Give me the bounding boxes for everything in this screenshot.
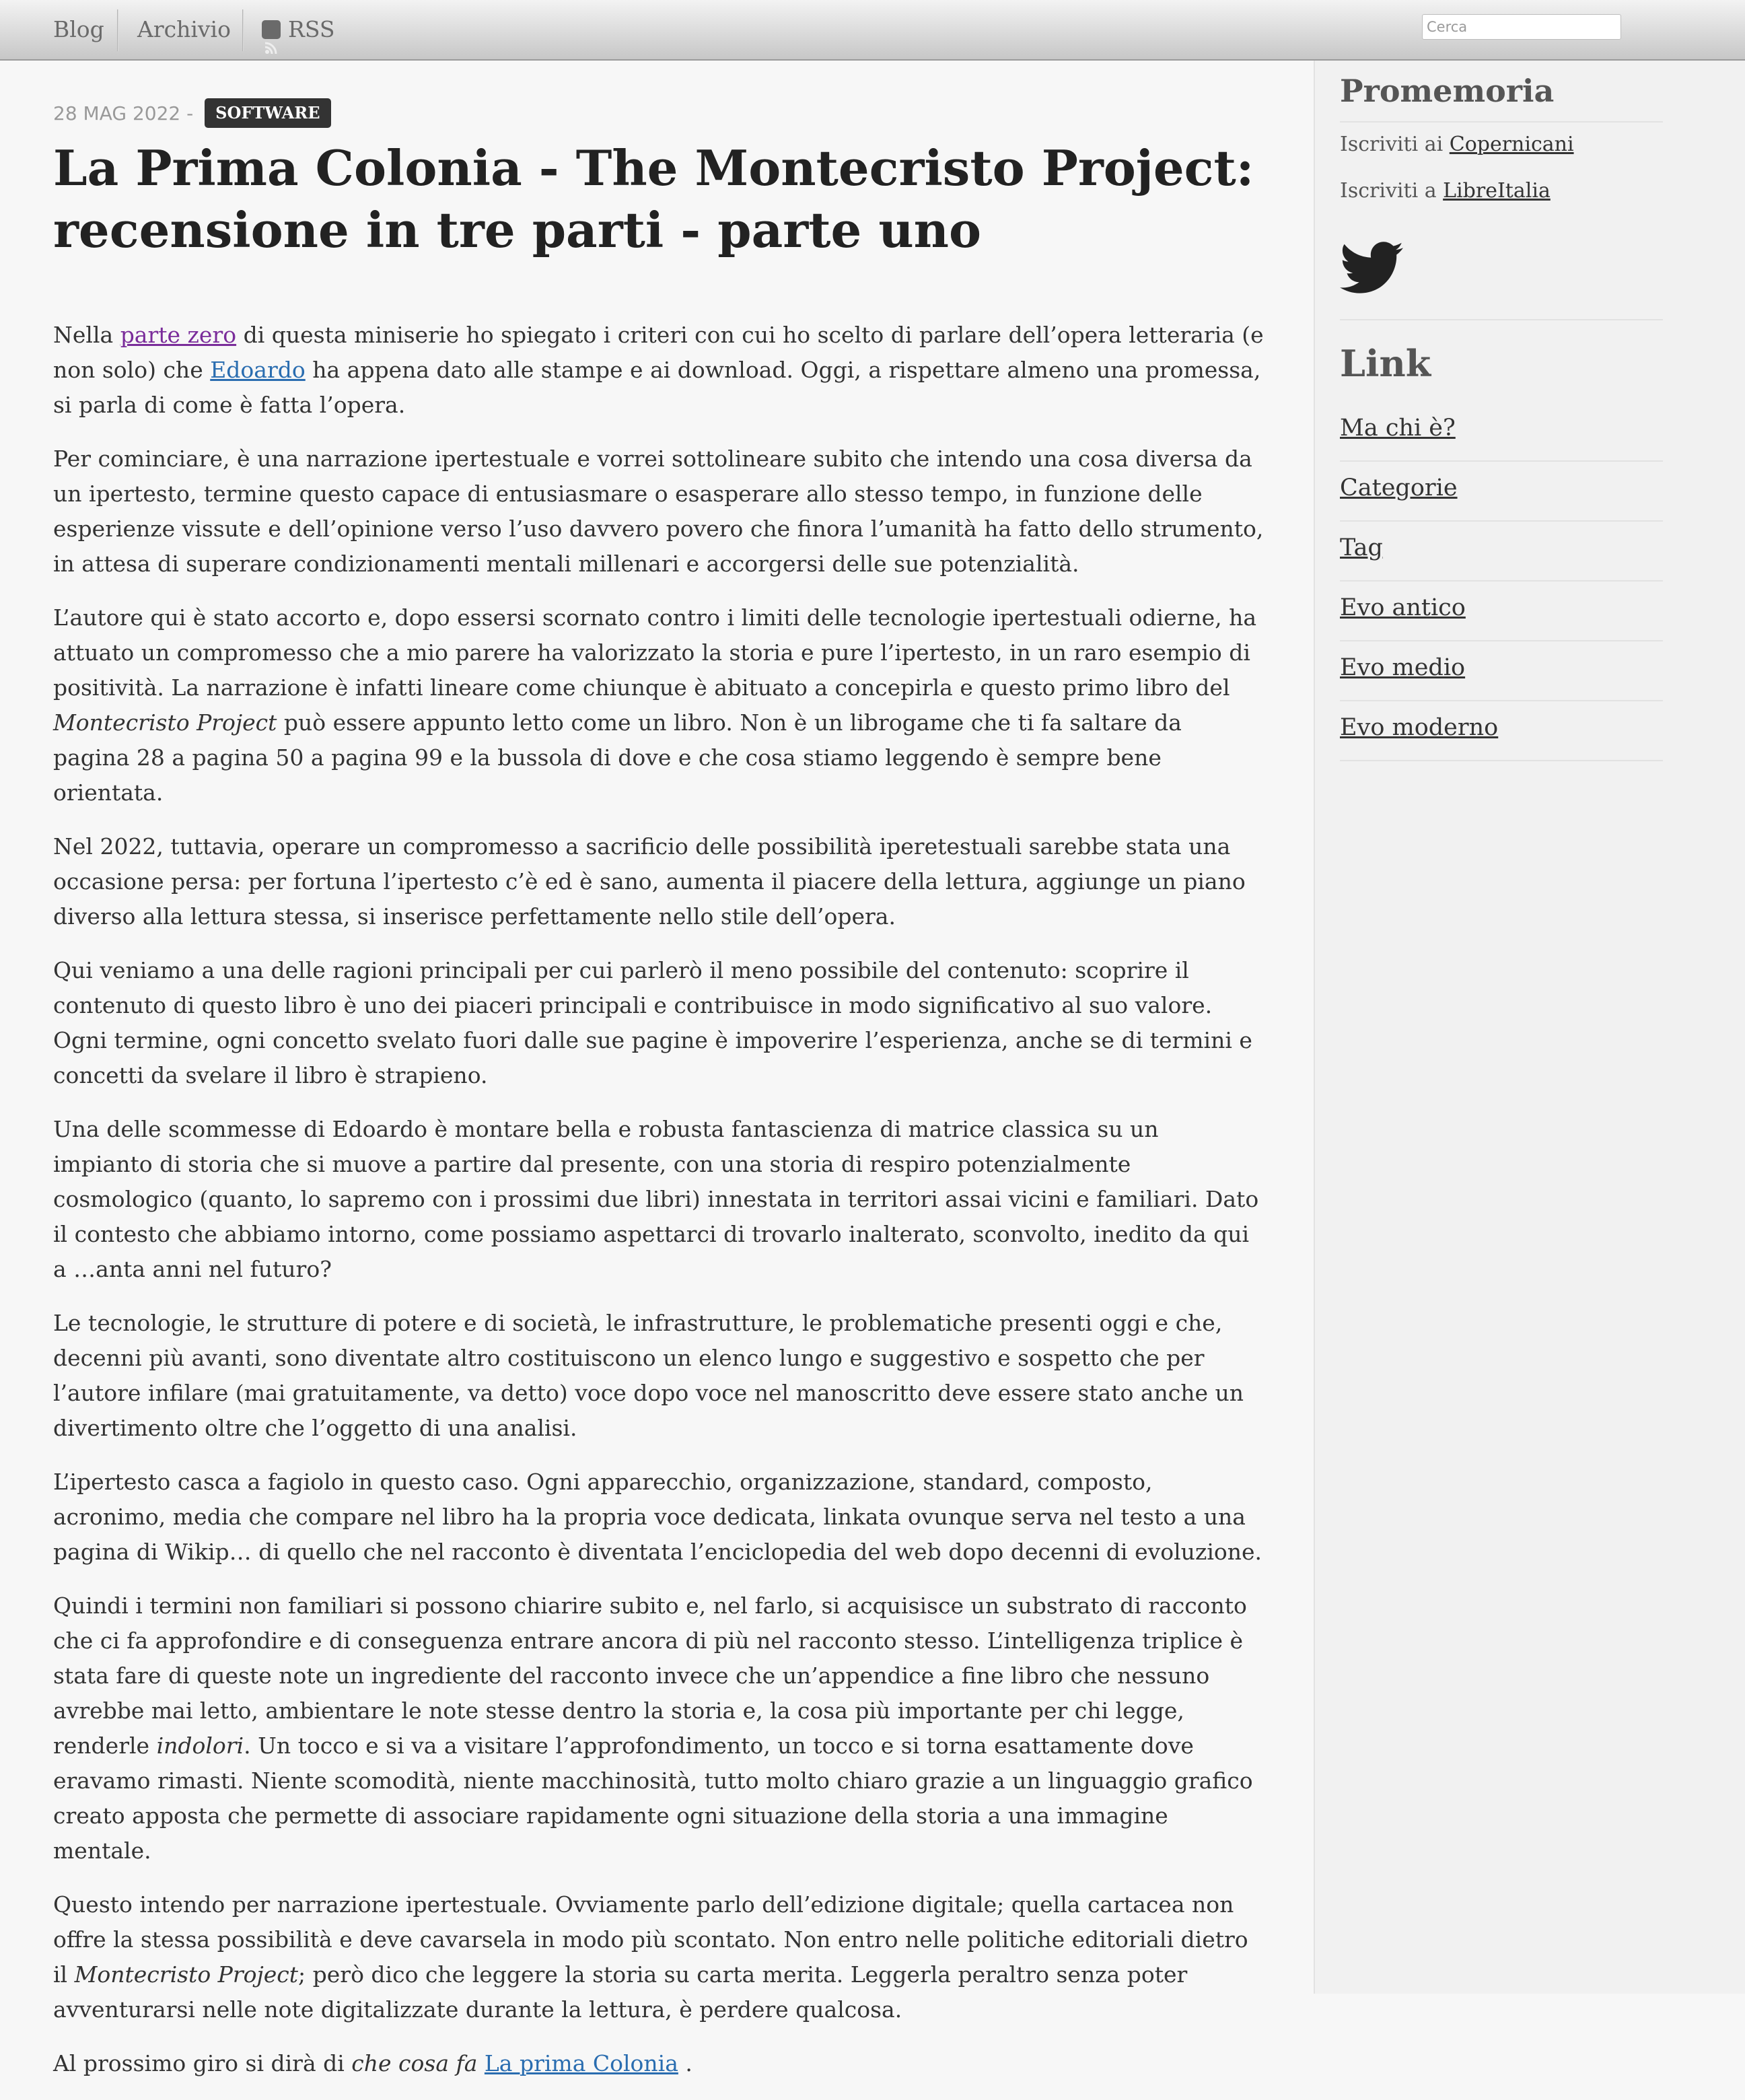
search-input[interactable] — [1422, 14, 1621, 40]
paragraph: Qui veniamo a una delle ragioni principali per cui parlerò il meno possibile del contenuto: scoprire il contenuto di questo libro è uno dei piaceri principali e contribuisce in modo significativo al suo valore. Ogni termine, ogni concetto svelato fuori dalle sue pagine è impoverire l’esperienza, anche se di termini e concetti da svelare il libro è strapieno. — [53, 957, 1252, 1088]
twitter-bird-icon[interactable] — [1340, 241, 1403, 295]
sidebar-link-ma-chi-e[interactable]: Ma chi è? — [1340, 415, 1456, 442]
text: Al prossimo giro si dirà di — [53, 2050, 352, 2076]
paragraph: Nel 2022, tuttavia, operare un compromesso a sacrificio delle possibilità iperetestuali sarebbe stata una occasione persa: per fortuna l’ipertesto c’è ed è sano, aumenta il piacere della lettura, aggiunge un piano diverso alla lettura stessa, si inserisce perfettamente nello stile dell’opera. — [53, 833, 1246, 930]
parte-zero-link[interactable]: parte zero — [120, 322, 237, 348]
subscribe-copernicani — [1340, 133, 1574, 156]
nav-archive-link[interactable]: Archivio — [137, 16, 231, 42]
paragraph — [53, 318, 1265, 423]
post-date: 28 MAG 2022 - — [53, 102, 194, 125]
paragraph — [53, 1588, 1265, 1868]
emphasis: indolori — [156, 1733, 244, 1759]
nav-rss-link[interactable] — [261, 0, 335, 59]
sidebar-divider — [1340, 760, 1663, 761]
nav-separator — [242, 9, 244, 51]
text: Questo intendo per narrazione ipertestuale. Ovviamente parlo dell’edizione digitale; quella cartacea non offre la stessa possibilità e deve cavarsela in modo più scontato. Non entro nelle politiche editoriali dietro il — [53, 1891, 1248, 1988]
text: . Un tocco e si va a visitare l’approfondimento, un tocco e si torna esattamente dove eravamo rimasti. Niente scomodità, niente macchinosità, tutto molto chiaro grazie a un linguaggio grafico creato apposta che permette di associare rapidamente ogni situazione della storia a una immagine mentale. — [53, 1733, 1253, 1864]
post-body — [53, 318, 1265, 2100]
la-prima-colonia-link[interactable]: La prima Colonia — [484, 2050, 678, 2076]
text — [477, 2050, 485, 2076]
sidebar-divider — [1340, 460, 1663, 462]
rss-icon — [262, 20, 281, 39]
post-title: La Prima Colonia - The Montecristo Project: recensione in tre parti - parte uno — [53, 139, 1254, 258]
subscribe-libreitalia — [1340, 179, 1551, 203]
emphasis: che cosa fa — [351, 2050, 478, 2076]
text: ; però dico che leggere la storia su carta merita. Leggerla peraltro senza poter avventurarsi nelle note digitalizzate durante la lettura, è perdere qualcosa. — [53, 1961, 1188, 2023]
text: Quindi i termini non familiari si possono chiarire subito e, nel farlo, si acquisisce un substrato di racconto che ci fa approfondire e di conseguenza entrare ancora di più nel racconto stesso. L’intelligenza triplice è stata fare di queste note un ingrediente del racconto invece che un’appendice a fine libro che nessuno avrebbe mai letto, ambientare le note stesse dentro la storia e, la cosa più importante per chi legge, renderle — [53, 1593, 1247, 1759]
emphasis: Montecristo Project — [53, 709, 277, 736]
sidebar-divider — [1340, 520, 1663, 522]
paragraph: Le tecnologie, le strutture di potere e di società, le infrastrutture, le problematiche presenti oggi e che, decenni più avanti, sono diventate altro costituiscono un elenco lungo e suggestivo e sospetto che per l’autore infilare (mai gratuitamente, va detto) voce dopo voce nel manoscritto deve essere stato anche un divertimento oltre che l’oggetto di una analisi. — [53, 1310, 1244, 1441]
sidebar-links-heading: Link — [1340, 342, 1431, 385]
sidebar-divider — [1340, 319, 1663, 320]
paragraph — [53, 2046, 1265, 2081]
top-navigation-bar — [0, 0, 1745, 61]
text: di questa miniserie ho spiegato i criteri con cui ho scelto di parlare dell’opera letteraria (e non solo) che — [53, 322, 1264, 383]
nav-blog-link[interactable]: Blog — [53, 16, 104, 42]
sidebar-link-categorie[interactable]: Categorie — [1340, 475, 1458, 501]
sidebar-divider — [1340, 640, 1663, 641]
text: ha appena dato alle stampe e ai download. Oggi, a rispettare almeno una promessa, si parla di come è fatta l’opera. — [53, 357, 1261, 418]
category-badge[interactable]: SOFTWARE — [205, 98, 330, 128]
sidebar-link-evo-antico[interactable]: Evo antico — [1340, 594, 1466, 621]
paragraph: Una delle scommesse di Edoardo è montare bella e robusta fantascienza di matrice classica su un impianto di storia che si muove a partire dal presente, con una storia di respiro potenzialmente cosmologico (quanto, lo sapremo con i prossimi due libri) innestata in territori assai vicini e familiari. Dato il contesto che abbiamo intorno, come possiamo aspettarci di trovarlo inalterato, sconvolto, inedito da qui a …anta anni nel futuro? — [53, 1116, 1259, 1282]
paragraph — [53, 1887, 1265, 2027]
text: . — [678, 2050, 692, 2076]
paragraph — [53, 600, 1265, 810]
copernicani-link[interactable]: Copernicani — [1449, 133, 1574, 156]
post-meta — [53, 98, 331, 129]
sidebar-link-tag[interactable]: Tag — [1340, 534, 1383, 561]
paragraph: L’ipertesto casca a fagiolo in questo caso. Ogni apparecchio, organizzazione, standard, composto, acronimo, media che compare nel libro ha la propria voce dedicata, linkata ovunque serva nel testo a una pagina di Wikip… di quello che nel racconto è diventata l’enciclopedia del web dopo decenni di evoluzione. — [53, 1469, 1262, 1565]
sidebar-divider — [1340, 700, 1663, 701]
sidebar-link-evo-medio[interactable]: Evo medio — [1340, 654, 1466, 681]
paragraph: Per cominciare, è una narrazione ipertestuale e vorrei sottolineare subito che intendo una cosa diversa da un ipertesto, termine questo capace di entusiasmare o esasperare allo stesso tempo, in funzione delle esperienze vissute e dell’opinione verso l’uso davvero povero che finora l’umanità ha fatto dello strumento, in attesa di superare condizionamenti mentali millenari e accorgersi delle sue potenzialità. — [53, 446, 1264, 577]
libreitalia-link[interactable]: LibreItalia — [1443, 179, 1551, 203]
text: L’autore qui è stato accorto e, dopo essersi scornato contro i limiti delle tecnologie ipertestuali odierne, ha attuato un compromesso che a mio parere ha valorizzato la storia e pure l’ipertesto, in un raro esempio di positività. La narrazione è infatti lineare come chiunque è abituato a concepirla e questo primo libro del — [53, 604, 1257, 701]
emphasis: Montecristo Project — [74, 1961, 299, 1988]
text: Nella — [53, 322, 120, 348]
subscribe-prefix: Iscriviti a — [1340, 179, 1444, 203]
nav-separator — [117, 9, 118, 51]
nav-rss-label: RSS — [288, 16, 335, 42]
sidebar-divider — [1340, 580, 1663, 582]
text: può essere appunto letto come un libro. Non è un librogame che ti fa saltare da pagina 28 a pagina 50 a pagina 99 e la bussola di dove e che cosa stiamo leggendo è sempre bene orientata. — [53, 709, 1182, 806]
sidebar-reminder-heading: Promemoria — [1340, 73, 1555, 109]
sidebar-link-evo-moderno[interactable]: Evo moderno — [1340, 714, 1499, 741]
subscribe-prefix: Iscriviti ai — [1340, 133, 1450, 156]
edoardo-link[interactable]: Edoardo — [210, 357, 306, 383]
sidebar-divider — [1340, 121, 1663, 123]
